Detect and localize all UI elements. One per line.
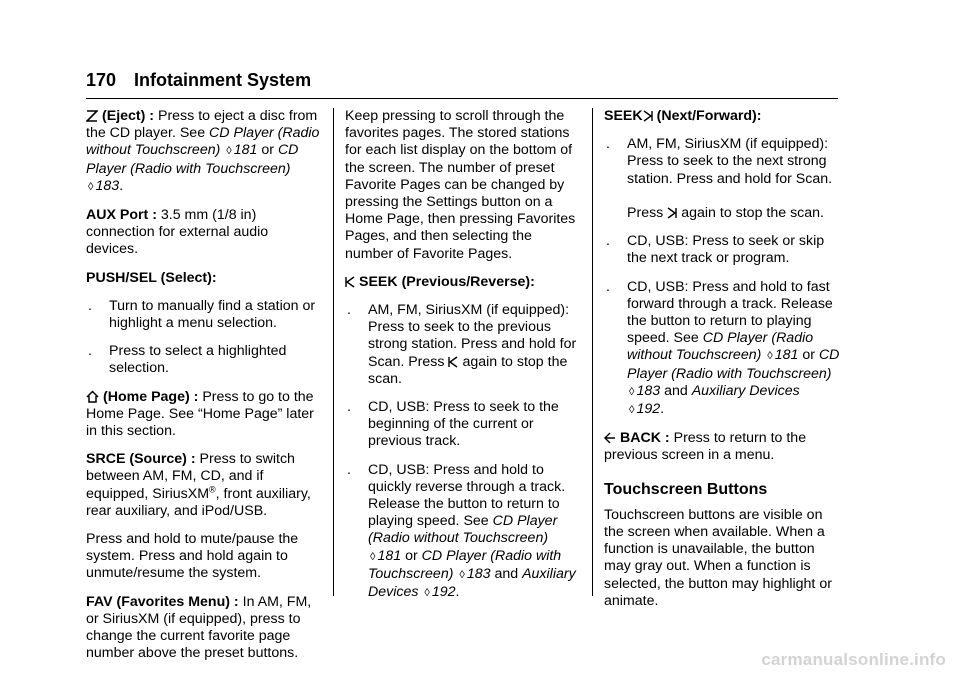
column-divider <box>333 108 334 596</box>
xref[interactable]: Auxiliary Devices <box>691 382 800 399</box>
page-header <box>86 70 311 91</box>
column-1 <box>86 108 322 673</box>
header-rule <box>86 98 838 99</box>
back-arrow-icon <box>604 430 616 447</box>
section-title: Infotainment System <box>134 70 312 90</box>
page-ref-arrow-icon: ◊ <box>226 145 232 158</box>
page-number: 170 <box>86 70 117 90</box>
page-ref-arrow-icon: ◊ <box>767 350 773 363</box>
list-item: . Turn to manually find a station or highlight a menu selection. <box>88 297 316 332</box>
seek-previous-icon <box>448 354 458 371</box>
seek-next-icon <box>667 205 677 222</box>
xref[interactable]: CD Player (Radio with Touchscreen) <box>627 347 840 382</box>
srce-paragraph: SRCE (Source) : Press to switch between AM, FM, CD, and if equipped, SiriusXM®, front auxiliary, rear auxiliary, and iPod/USB. <box>86 451 311 519</box>
xref[interactable]: CD Player (Radio without Touchscreen) <box>368 513 558 547</box>
column-2 <box>345 108 580 613</box>
page-ref-arrow-icon: ◊ <box>459 568 465 581</box>
xref[interactable]: Auxiliary Devices <box>368 565 576 601</box>
home-icon <box>86 389 99 406</box>
page-ref-arrow-icon: ◊ <box>629 404 635 417</box>
list-item: . CD, USB: Press and hold to fast forward through a track. Release the button to return to playing speed. See CD Player (Radio without Touchscreen) ◊ 181 or CD Player (Radio with Touchscreen) ◊ 183 and Auxiliary Devices ◊ 192. <box>606 278 840 418</box>
watermark: carmanualsonline.info <box>761 650 946 669</box>
xref[interactable]: CD Player (Radio without Touchscreen) <box>627 330 814 364</box>
list-item: . CD, USB: Press and hold to quickly reverse through a track. Release the button to return to playing speed. See CD Player (Radio without Touchscreen) ◊ 181 or CD Player (Radio with Touchscreen) ◊ 183 and Auxiliary Devices ◊ 192. <box>347 461 576 601</box>
list-item: . CD, USB: Press to seek to the beginning of the current or previous track. <box>347 399 559 450</box>
touchscreen-paragraph: Touchscreen buttons are visible on the screen when available. When a function is unavailable, the button may gray out. When a function is selected, the button may highlight or animate. <box>604 506 832 609</box>
home-paragraph: (Home Page) : Press to go to the Home Page. See “Home Page” later in this section. <box>86 388 314 440</box>
list-item: . Press to select a highlighted selection. <box>88 343 287 377</box>
eject-icon <box>86 108 98 125</box>
fav-continued: Keep pressing to scroll through the favorites pages. The stored stations for each list display on the bottom of the screen. The number of preset Favorite Pages can be changed by pressing the Settings button on a Home Page, then pressing Favorites Pages, and then selecting the number of Favorite Pages. <box>345 108 576 262</box>
column-divider <box>592 108 593 596</box>
page-ref-arrow-icon: ◊ <box>424 587 430 600</box>
column-3 <box>604 108 840 621</box>
eject-paragraph: (Eject) : Press to eject a disc from the CD player. See CD Player (Radio without Touchscreen) ◊ 181 or CD Player (Radio with Touchscreen) ◊ 183. <box>86 108 320 194</box>
seek-previous-icon <box>345 274 355 291</box>
xref[interactable]: CD Player (Radio with Touchscreen) <box>86 142 299 177</box>
touchscreen-heading: Touchscreen Buttons <box>604 480 768 498</box>
list-item: . CD, USB: Press to seek or skip the next track or program. <box>606 233 825 267</box>
page-ref-arrow-icon: ◊ <box>88 180 94 193</box>
back-paragraph: BACK : Press to return to the previous screen in a menu. <box>604 430 807 464</box>
push-sel-heading: PUSH/SEL (Select): <box>86 269 217 286</box>
xref[interactable]: CD Player (Radio without Touchscreen) <box>86 125 320 159</box>
fav-paragraph: FAV (Favorites Menu) : In AM, FM, or SiriusXM (if equipped), press to change the current favorite page number above the preset buttons. <box>86 593 312 662</box>
xref[interactable]: CD Player (Radio with Touchscreen) <box>368 547 562 582</box>
list-item: . AM, FM, SiriusXM (if equipped): Press to seek to the next strong station. Press and hold for Scan. Press again to stop the scan. <box>606 136 833 222</box>
page-ref-arrow-icon: ◊ <box>629 385 635 398</box>
aux-paragraph: AUX Port : 3.5 mm (1/8 in) connection for external audio devices. <box>86 207 269 258</box>
seek-next-heading: SEEK (Next/Forward): <box>604 108 762 124</box>
seek-prev-heading: SEEK (Previous/Reverse): <box>345 274 580 291</box>
list-item: . AM, FM, SiriusXM (if equipped): Press to seek to the previous strong station. Press and hold for Scan. Press again to stop the scan. <box>347 302 577 387</box>
mute-paragraph: Press and hold to mute/pause the system. Press and hold again to unmute/resume the system. <box>86 531 299 582</box>
seek-next-icon <box>643 108 653 125</box>
page-ref-arrow-icon: ◊ <box>370 550 376 563</box>
